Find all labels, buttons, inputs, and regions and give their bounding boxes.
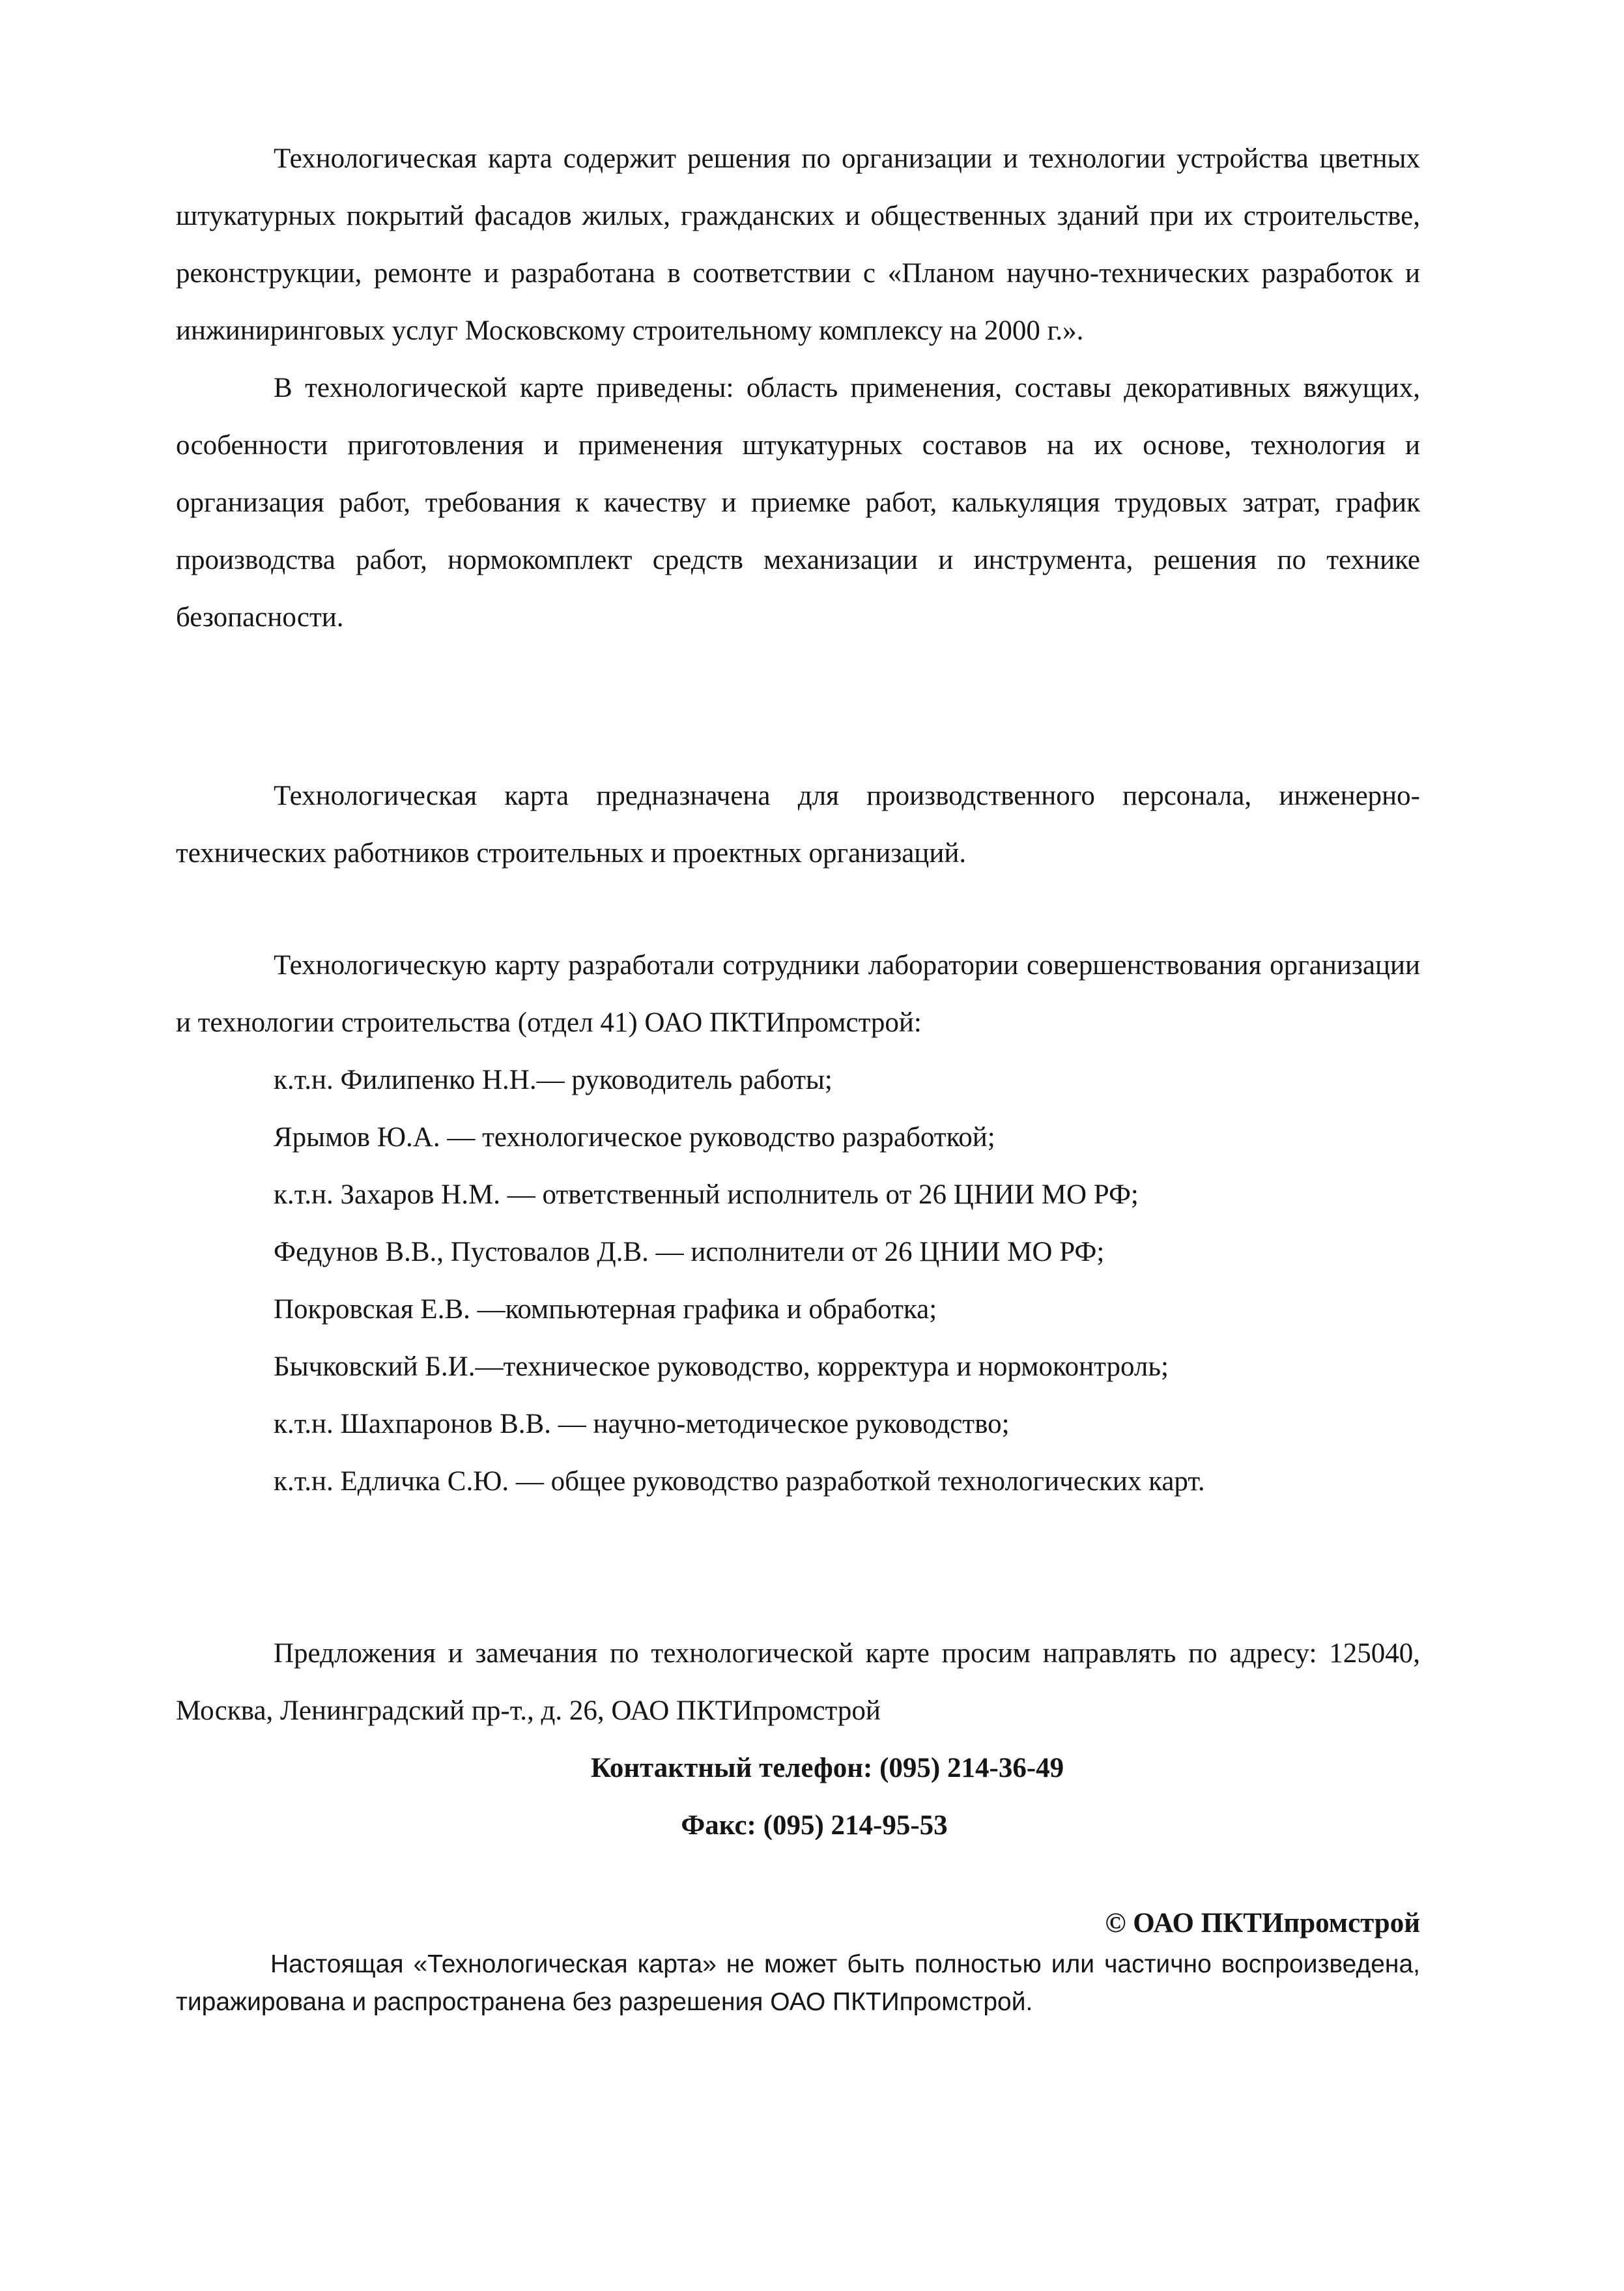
author-item: к.т.н. Шахпаронов В.В. — научно-методическое руководство; (274, 1409, 1010, 1439)
authors-intro: Технологическую карту разработали сотрудники лаборатории совершенствования организации и технологии строительства (отдел 41) ОАО ПКТИпромстрой: (176, 950, 1420, 1038)
author-item: Федунов В.В., Пустовалов Д.В. — исполнители от 26 ЦНИИ МО РФ; (274, 1237, 1105, 1267)
purpose-paragraph: Технологическая карта предназначена для производственного персонала, инженерно-технических работников строительных и проектных организаций. (176, 781, 1420, 869)
contacts-section (176, 1625, 1420, 1854)
copyright-line: © ОАО ПКТИпромстрой (1105, 1908, 1420, 1938)
author-item: Покровская Е.В. —компьютерная графика и обработка; (274, 1294, 937, 1325)
author-item: к.т.н. Захаров Н.М. — ответственный исполнитель от 26 ЦНИИ МО РФ; (274, 1179, 1139, 1210)
authors-section (176, 937, 1420, 1510)
contact-phone: Контактный телефон: (095) 214-36-49 (590, 1753, 1064, 1783)
author-item: к.т.н. Филипенко Н.Н.— руководитель работы; (274, 1065, 833, 1095)
intro-section (176, 130, 1420, 646)
author-item: Ярымов Ю.А. — технологическое руководство разработкой; (274, 1122, 995, 1153)
contact-fax: Факс: (095) 214-95-53 (681, 1810, 948, 1841)
copyright-notice (176, 1946, 1420, 2021)
intro-paragraph-1: Технологическая карта содержит решения по организации и технологии устройства цветных штукатурных покрытий фасадов жилых, гражданских и общественных зданий при их строительстве, реконструкции, ремонте и разработана в соответствии с «Планом научно-технических разработок и инжиниринговых услуг Московскому строительному комплексу на 2000 г.». (176, 143, 1420, 346)
contacts-request: Предложения и замечания по технологической карте просим направлять по адресу: 125040, Москва, Ленинградский пр-т., д. 26, ОАО ПКТИпромстрой (176, 1638, 1420, 1726)
intro-paragraph-2: В технологической карте приведены: область применения, составы декоративных вяжущих, особенности приготовления и применения штукатурных составов на их основе, технология и организация работ, требования к качеству и приемке работ, калькуляция трудовых затрат, график производства работ, нормокомплект средств механизации и инструмента, решения по технике безопасности. (176, 373, 1420, 633)
purpose-section (176, 768, 1420, 882)
copyright-notice-text: Настоящая «Технологическая карта» не может быть полностью или частично воспроизведена, тиражирована и распространена без разрешения ОАО ПКТИпромстрой. (176, 1950, 1420, 2016)
author-item: к.т.н. Едличка С.Ю. — общее руководство разработкой технологических карт. (274, 1466, 1205, 1497)
author-item: Бычковский Б.И.—техническое руководство, корректура и нормоконтроль; (274, 1351, 1169, 1382)
authors-list (176, 1052, 1420, 1510)
